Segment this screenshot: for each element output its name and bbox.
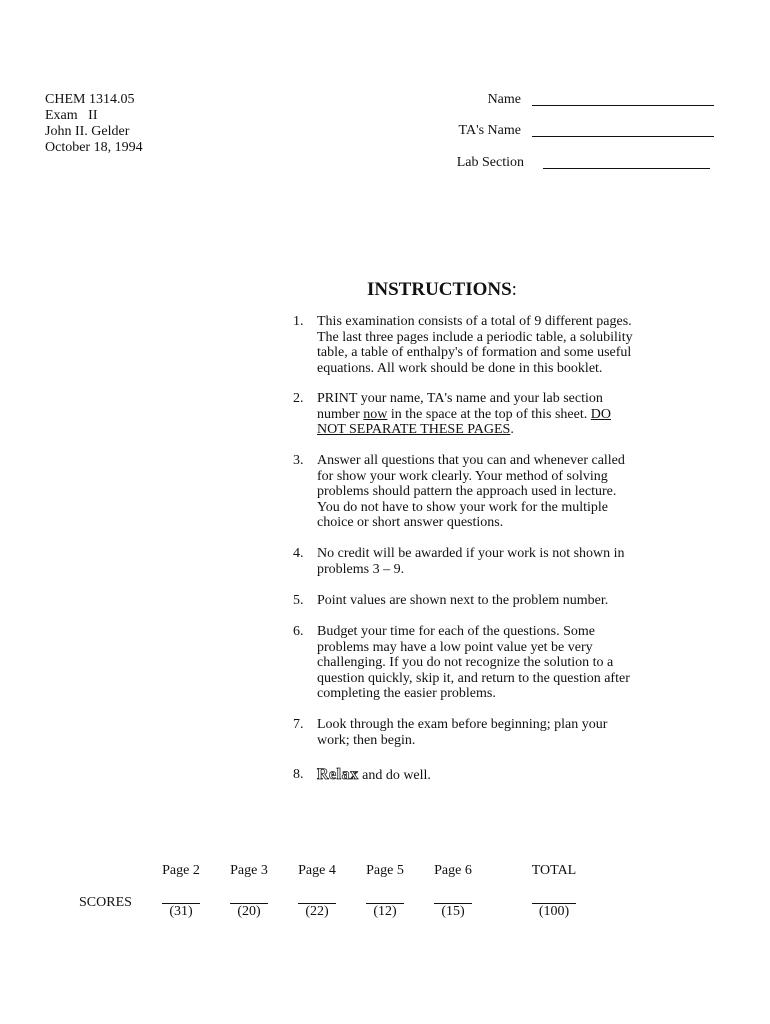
score-blank[interactable]: [532, 893, 576, 904]
score-blank[interactable]: [162, 893, 200, 904]
score-column-total: TOTAL (100): [531, 863, 577, 919]
name-label: Name: [487, 92, 521, 107]
name-field[interactable]: [532, 105, 714, 106]
scores-label: SCORES: [79, 895, 132, 910]
relax-outlined-word: Relax: [317, 766, 359, 783]
exam-date: October 18, 1994: [45, 140, 143, 155]
score-column-page-6: Page 6 (15): [434, 863, 472, 919]
score-blank[interactable]: [298, 893, 336, 904]
score-blank[interactable]: [366, 893, 404, 904]
score-column-page-3: Page 3 (20): [230, 863, 268, 919]
lab-section-label: Lab Section: [456, 155, 524, 170]
score-column-page-2: Page 2 (31): [162, 863, 200, 919]
ta-name-field[interactable]: [532, 136, 714, 137]
lab-section-field[interactable]: [543, 168, 710, 169]
exam-number: Exam II: [45, 108, 98, 123]
instructions-title: INSTRUCTIONS:: [367, 279, 517, 300]
instructor-name: John II. Gelder: [45, 124, 130, 139]
score-blank[interactable]: [434, 893, 472, 904]
score-blank[interactable]: [230, 893, 268, 904]
score-column-page-5: Page 5 (12): [366, 863, 404, 919]
course-code: CHEM 1314.05: [45, 92, 135, 107]
score-column-page-4: Page 4 (22): [298, 863, 336, 919]
ta-name-label: TA's Name: [458, 123, 521, 138]
